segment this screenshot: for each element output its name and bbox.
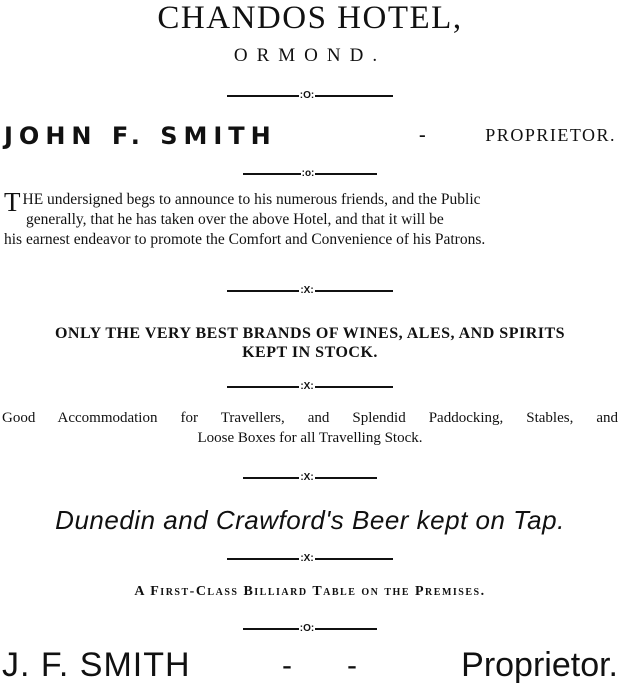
ornamental-divider (0, 553, 620, 565)
announcement-line-3: his earnest endeavor to promote the Comfort and Convenience of his Patrons. (4, 231, 486, 248)
drop-cap: T (4, 187, 21, 217)
wines-line-2: KEPT IN STOCK. (242, 344, 378, 361)
proprietor-dash: - (419, 124, 426, 146)
footer-dash: - (282, 649, 292, 682)
ornamental-divider (0, 381, 620, 393)
proprietor-name: JOHN F. SMITH (4, 122, 277, 150)
footer-signature (2, 644, 618, 687)
divider-mark: :X: (300, 381, 314, 392)
ornamental-divider (0, 90, 620, 102)
ornamental-divider (0, 623, 620, 635)
divider-mark: :O: (299, 623, 315, 634)
announcement-line-1: HE undersigned begs to announce to his numerous friends, and the Public (22, 191, 481, 208)
wines-line-1: ONLY THE VERY BEST BRANDS OF WINES, ALES, AND SPIRITS (54, 325, 566, 342)
announcement-line-2: generally, that he has taken over the above Hotel, and that it will be (26, 211, 444, 228)
accommodation-notice (2, 408, 618, 448)
proprietor-banner (4, 120, 616, 152)
wines-notice (0, 324, 620, 362)
divider-mark: :X: (300, 553, 314, 564)
footer-proprietor-title: Proprietor. (461, 646, 618, 684)
location-subheading: ORMOND. (233, 45, 387, 66)
divider-mark: :o: (301, 168, 315, 179)
beer-slogan: Dunedin and Crawford's Beer kept on Tap. (55, 505, 565, 535)
accommodation-line-1: Good Accommodation for Travellers, and Splendid Paddocking, Stables, and (2, 410, 618, 426)
hotel-name-heading: CHANDOS HOTEL, (157, 0, 463, 36)
footer-proprietor-name: J. F. SMITH (2, 646, 191, 684)
proprietor-title: PROPRIETOR. (485, 125, 616, 145)
divider-mark: :X: (300, 472, 314, 483)
announcement-paragraph (4, 187, 616, 250)
accommodation-line-2: Loose Boxes for all Travelling Stock. (197, 430, 423, 446)
ornamental-divider (0, 472, 620, 484)
divider-mark: :O: (299, 90, 315, 101)
ornamental-divider (0, 168, 620, 180)
ornamental-divider (0, 285, 620, 297)
billiard-notice: A First-Class Billiard Table on the Premises. (134, 584, 486, 599)
footer-dash: - (347, 649, 357, 682)
divider-mark: :X: (300, 285, 314, 296)
